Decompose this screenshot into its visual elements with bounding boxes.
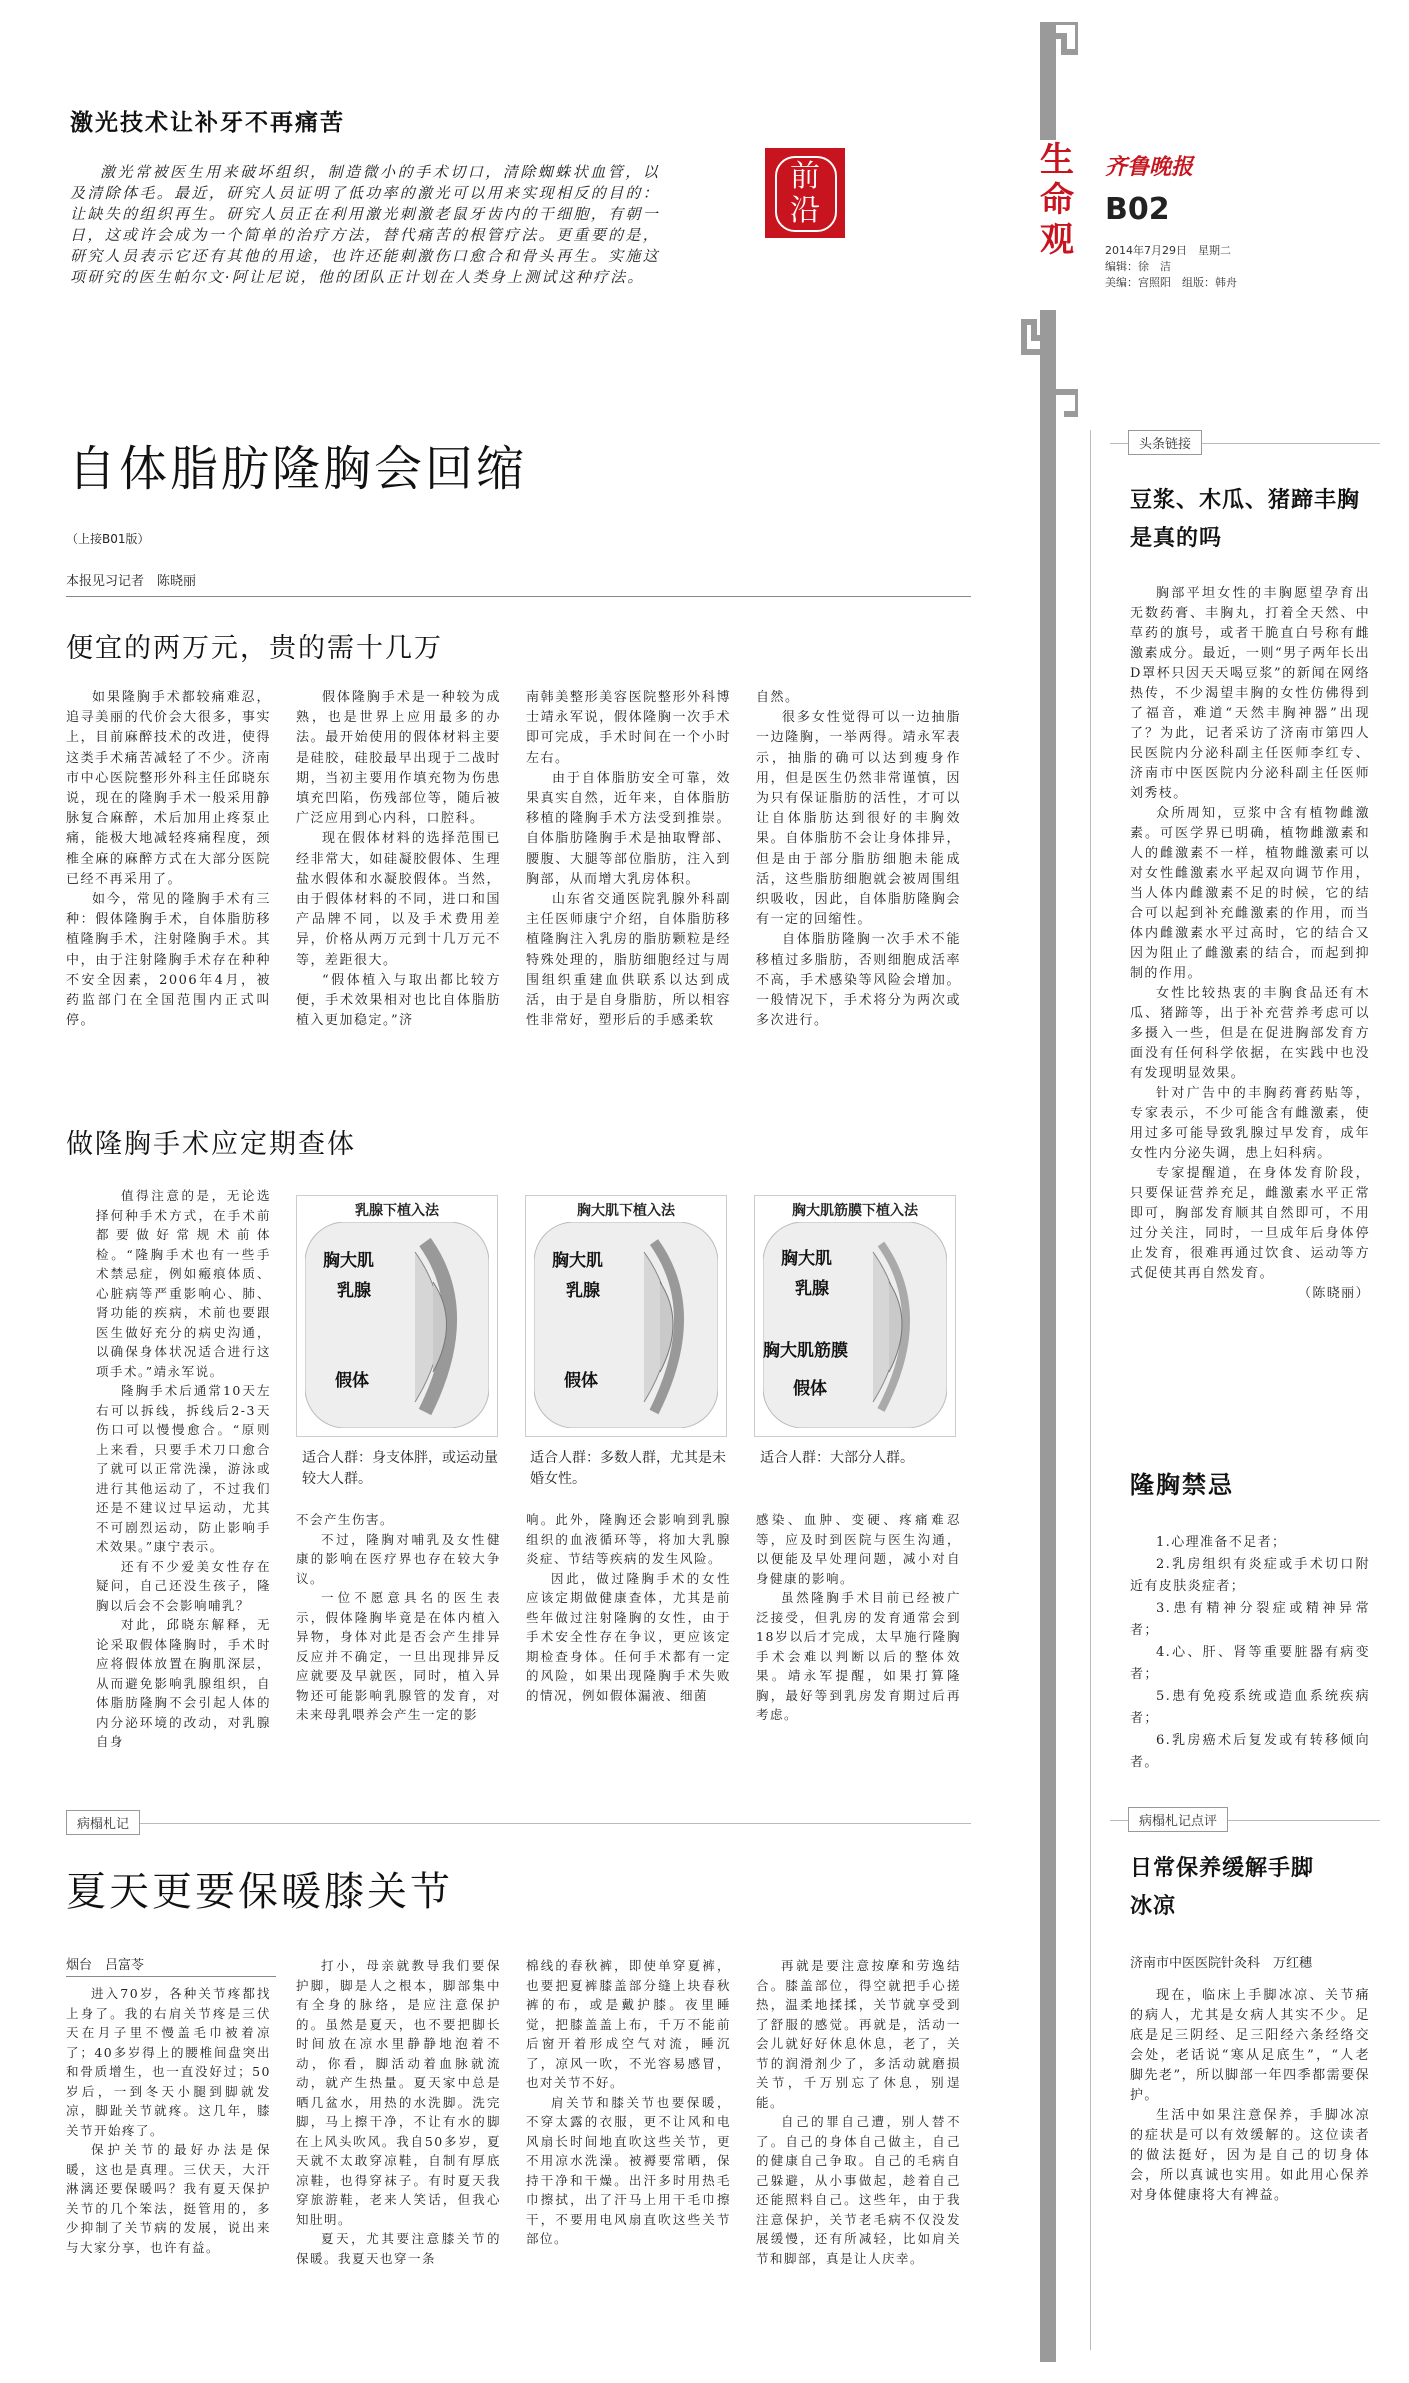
laser-body: 激光常被医生用来破坏组织，制造微小的手术切口，清除蜘蛛状血管，以及清除体毛。最近，研究人员证明了低功率的激光可以用来实现相反的目的：让缺失的组织再生。研究人员正在利用激光刺激老鼠牙齿内的干细胞，有朝一日，这或许会成为一个简单的治疗方法，替代痛苦的根管疗法。更重要的是，研究人员表示它还有其他的用途，也许还能刺激伤口愈合和骨头再生。实施这项研究的医生帕尔文·阿让尼说，他的团队正计划在人类身上测试这种疗法。 (70, 163, 660, 286)
knee-col-4: 再就是要注意按摩和劳逸结合。膝盖部位，得空就把手心搓热，温柔地揉揉，关节就享受到了舒服的感觉。再就是，活动一会儿就好好休息休息，老了，关节的润滑剂少了，多活动就磨损关节，千万别忘了休息，别逞能。 自己的罪自己遭，别人替不了。自己的身体自己做主，自己的健康自己争取。自己的毛病自己躲避，从小事做起，趁着自己还能照料自己。这些年，由于我注意保护，关节老毛病不仅没发展缓慢，还有所减轻，比如肩关节和脚部，真是让人庆幸。 (756, 1958, 961, 2266)
greek-key-border-icon (1020, 22, 1078, 2362)
sidebar-title3: 日常保养缓解手脚冰凉 (1130, 1856, 1315, 1919)
diagram-subfascial: 胸大肌筋膜下植入法 胸大肌 乳腺 胸大肌筋膜 假体 (754, 1195, 956, 1437)
designer: 美编：宫照阳 组版：韩舟 (1105, 276, 1237, 289)
main-col-4: 自然。 很多女性觉得可以一边抽脂一边隆胸，一举两得。靖永军表示，抽脂的确可以达到瘦身作用，但是医生仍然非常谨慎，因为只有保证脂肪的活性，才可以让自体脂肪达到很好的丰胸效果。自体脂肪不会让身体排异，但是由于部分脂肪细胞未能成活，这些脂肪细胞就会被周围组织吸收，因此，自体脂肪隆胸会有一定的回缩性。 自体脂肪隆胸一次手术不能移植过多脂肪，否则细胞成活率不高，手术感染等风险会增加。一般情况下，手术将分为两次或多次进行。 (756, 690, 961, 1029)
sidebar-body1: 胸部平坦女性的丰胸愿望孕育出无数药膏、丰胸丸，打着全天然、中草药的旗号，或者干脆直白号称有雌激素成分。最近，一则“男子两年长出D罩杯只因天天喝豆浆”的新闻在网络热传，不少渴望丰胸的女性仿佛得到了福音，难道“天然丰胸神器”出现了？为此，记者采访了济南市第四人民医院内分泌科副主任医师李红专、济南市中医医院内分泌科副主任医师刘秀枝。 众所周知，豆浆中含有植物雌激素。可医学界已明确，植物雌激素和人的雌激素不一样，植物雌激素可以对女性雌激素水平起双向调节作用，当人体内雌激素不足的时候，它的结合可以起到补充雌激素的作用，而当体内雌激素水平过高时，它的结合又因为阻止了雌激素的结合，而起到抑制的作用。 女性比较热衷的丰胸食品还有木瓜、猪蹄等，出于补充营养考虑可以多摄入一些，但是在促进胸部发育方面没有任何科学依据，在实践中也没有发现明显效果。 针对广告中的丰胸药膏药贴等，专家表示，不少可能含有雌激素，使用过多可能导致乳腺过早发育，成年女性内分泌失调，患上妇科病。 专家提醒道，在身体发育阶段，只要保证营养充足，雌激素水平正常即可，胸部发育顺其自然即可，不用过分关注，同时，一旦成年后身体停止发育，很难再通过饮食、运动等方式促使其再自然发育。 （陈晓丽） (1130, 584, 1370, 1304)
diagram-title: 乳腺下植入法 (355, 1203, 439, 1219)
sidebar-list2: 1.心理准备不足者； 2.乳房组织有炎症或手术切口附近有皮肤炎症者； 3.患有精神分裂症或精神异常者； 4.心、肝、肾等重要脏器有病变者； 5.患有免疫系统或造血系统疾病者； 6.乳房癌术后复发或有转移倾向者。 (1130, 1535, 1370, 1770)
sidebar-title1: 豆浆、木瓜、猪蹄丰胸是真的吗 (1130, 488, 1361, 551)
diagram-subglandular: 乳腺下植入法 胸大肌 乳腺 假体 (296, 1195, 498, 1437)
checkup-col-left: 值得注意的是，无论选择何种手术方式，在手术前都要做好常规术前体检。“隆胸手术也有一些手术禁忌症，例如瘢痕体质、心脏病等严重影响心、肺、肾功能的疾病，术前也要跟医生做好充分的病史沟通，以确保身体状况适合进行这项手术。”靖永军说。 隆胸手术后通常10天左右可以拆线，拆线后2-3天伤口可以慢慢愈合。“原则上来看，只要手术刀口愈合了就可以正常洗澡，游泳或进行其他运动了，不过我们还是不建议过早运动，尤其不可剧烈运动，防止影响手术效果。”康宁表示。 还有不少爱美女性存在疑问，自己还没生孩子，隆胸以后会不会影响哺乳？ 对此，邱晓东解释，无论采取假体隆胸时，手术时应将假体放置在胸肌深层，从而避免影响乳腺组织，自体脂肪隆胸不会引起人体的内分泌环境的改动，对乳腺自身 (96, 1188, 271, 1749)
section-badge-text: 前沿 (790, 159, 820, 228)
sidebar-tag-comment: 病榻札记点评 (1128, 1807, 1228, 1832)
knee-tag: 病榻札记 (66, 1810, 140, 1835)
main-col-2: 假体隆胸手术是一种较为成熟，也是世界上应用最多的办法。最开始使用的假体材料主要是硅胶，硅胶最早出现于二战时期，当初主要用作填充物为伤患填充凹陷，伤残部位等，随后被广泛应用到心内科，口腔科。 现在假体材料的选择范围已经非常大，如硅凝胶假体、生理盐水假体和水凝胶假体。当然，由于假体材料的不同，进口和国产品牌不同，以及手术费用差异，价格从两万元到十几万元不等，差距很大。 “假体植入与取出都比较方便，手术效果相对也比自体脂肪植入更加稳定。”济 (296, 690, 501, 1029)
knee-byline: 烟台 吕富苓 (66, 1958, 145, 1973)
main-byline: 本报见习记者 陈晓丽 (66, 574, 197, 589)
subhead-checkup: 做隆胸手术应定期查体 (66, 1129, 356, 1160)
checkup-col-3: 响。此外，隆胸还会影响到乳腺组织的血液循环等，将加大乳腺炎症、节结等疾病的发生风险。 因此，做过隆胸手术的女性应该定期做健康查体，尤其是前些年做过注射隆胸的女性，由于手术安全性存在争议，更应该定期检查身体。任何手术都有一定的风险，如果出现隆胸手术失败的情况，例如假体漏液、细菌 (526, 1512, 731, 1703)
sidebar-divider (1090, 430, 1091, 2350)
section-name: 生命观 (1040, 140, 1080, 310)
editor: 编辑：徐 洁 (1105, 260, 1171, 273)
knee-col-3: 棉线的春秋裤，即使单穿夏裤，也要把夏裤膝盖部分缝上块春秋裤的布，或是戴护膝。夜里睡觉，把膝盖盖上布，千万不能前后窗开着形成空气对流，睡沉了，凉风一吹，不光容易感冒，也对关节不好。 肩关节和膝关节也要保暖，不穿太露的衣服，更不让风和电风扇长时间地直吹这些关节，更不用凉水洗澡。被褥要常晒，保持干净和干燥。出汗多时用热毛巾擦拭，出了汗马上用干毛巾擦干，不要用电风扇直吹这些关节部位。 (526, 1958, 731, 2246)
main-title: 自体脂肪隆胸会回缩 (68, 441, 528, 497)
subhead-price: 便宜的两万元，贵的需十几万 (66, 633, 443, 664)
main-col-1: 如果隆胸手术都较痛难忍，追寻美丽的代价会大很多，事实上，目前麻醉技术的改进，使得这类手术痛苦减轻了不少。济南市中心医院整形外科主任邱晓东说，现在的隆胸手术一般采用静脉复合麻醉，术后加用止疼泵止痛，能极大地减轻疼痛程度，颈椎全麻的麻醉方式在大部分医院已经不再采用了。 如今，常见的隆胸手术有三种：假体隆胸手术，自体脂肪移植隆胸手术，注射隆胸手术。其中，由于注射隆胸手术存在种种不安全因素，2006年4月，被药监部门在全国范围内正式叫停。 (66, 690, 271, 1029)
knee-top-rule (66, 1823, 971, 1824)
decor-frame (1020, 22, 1078, 2362)
diagram-submuscular: 胸大肌下植入法 胸大肌 乳腺 假体 (525, 1195, 727, 1437)
continued-note: （上接B01版） (66, 532, 150, 546)
knee-title: 夏天更要保暖膝关节 (66, 1869, 453, 1915)
knee-col-1: 进入70岁，各种关节疼都找上身了。我的右肩关节疼是三伏天在月子里不慢盖毛巾被着凉了；40多岁得上的腰椎间盘突出和骨质增生，也一直没好过；50岁后，一到冬天小腿到脚就发凉，脚趾关节就疼。这几年，膝关节开始疼了。 保护关节的最好办法是保暖，这也是真理。三伏天，大汗淋漓还要保暖吗？我有夏天保护关节的几个笨法，挺管用的，多少抑制了关节病的发展，说出来与大家分享，也许有益。 (66, 1986, 271, 2255)
issue-date: 2014年7月29日 星期二 (1105, 244, 1231, 257)
diagram-caption-1: 适合人群：身支体胖，或运动量较大人群。 (302, 1450, 498, 1487)
checkup-col-2: 不会产生伤害。 不过，隆胸对哺乳及女性健康的影响在医疗界也存在较大争议。 一位不愿意具名的医生表示，假体隆胸毕竟是在体内植入异物，身体对此是否会产生排异反应并不确定，一旦出现排异反应就要及早就医，同时，植入异物还可能影响乳腺管的发育，对未来母乳喂养会产生一定的影 (296, 1512, 501, 1722)
diagram-title: 胸大肌下植入法 (577, 1203, 675, 1219)
diagram-title: 胸大肌筋膜下植入法 (792, 1203, 918, 1219)
sidebar-title2: 隆胸禁忌 (1130, 1471, 1234, 1499)
sidebar-body3: 现在，临床上手脚冰凉、关节痛的病人，尤其是女病人其实不少。足底是足三阴经、足三阳经六条经络交会处，老话说“寒从足底生”，“人老脚先老”，所以脚部一年四季都需要保护。 生活中如果注意保养，手脚冰凉的症状是可以有效缓解的。这位读者的做法挺好，因为是自己的切身体会，所以真诚也实用。如此用心保养对身体健康将大有裨益。 (1130, 1988, 1370, 2203)
byline-rule (66, 596, 971, 597)
diagram-caption-3: 适合人群：大部分人群。 (760, 1450, 914, 1466)
page-number: B02 (1105, 192, 1170, 227)
sidebar-tag-headline-link: 头条链接 (1128, 430, 1202, 455)
knee-col-2: 打小，母亲就教导我们要保护脚，脚是人之根本，脚部集中有全身的脉络，是应注意保护的。虽然是夏天，也不要把脚长时间放在凉水里静静地泡着不动，你看，脚活动着血脉就流动，就产生热量。夏天家中总是晒几盆水，用热的水洗脚。洗完脚，马上擦干净，不让有水的脚在上风头吹风。我自50多岁，夏天就不太敢穿凉鞋，自制有厚底凉鞋，也得穿袜子。有时夏天我穿旅游鞋，老来人笑话，但我心知肚明。 夏天，尤其要注意膝关节的保暖。我夏天也穿一条 (296, 1958, 501, 2266)
diagram-caption-2: 适合人群：多数人群，尤其是未婚女性。 (530, 1450, 726, 1487)
laser-title: 激光技术让补牙不再痛苦 (70, 110, 345, 136)
knee-byline-rule (66, 1976, 276, 1977)
sidebar-byline3: 济南市中医医院针灸科 万红穗 (1130, 1956, 1313, 1971)
sidebar-author1: （陈晓丽） (1297, 1286, 1370, 1301)
section-badge (765, 148, 845, 238)
paper-logo: 齐鲁晚报 (1105, 154, 1194, 180)
checkup-col-4: 感染、血肿、变硬、疼痛难忍等，应及时到医院与医生沟通，以便能及早处理问题，减小对自身健康的影响。 虽然隆胸手术目前已经被广泛接受，但乳房的发育通常会到18岁以后才完成，太早施行隆胸手术会难以判断以后的整体效果。靖永军提醒，如果打算隆胸，最好等到乳房发育期过后再考虑。 (756, 1512, 961, 1722)
main-col-3: 南韩美整形美容医院整形外科博士靖永军说，假体隆胸一次手术即可完成，手术时间在一个小时左右。 由于自体脂肪安全可靠，效果真实自然，近年来，自体脂肪移植的隆胸手术方法受到推崇。自体脂肪隆胸手术是抽取臀部、腰腹、大腿等部位脂肪，注入到胸部，从而增大乳房体积。 山东省交通医院乳腺外科副主任医师康宁介绍，自体脂肪移植隆胸注入乳房的脂肪颗粒是经特殊处理的，脂肪细胞经过与周围组织重建血供联系以达到成活，由于是自身脂肪，所以相容性非常好，塑形后的手感柔软 (526, 690, 731, 1029)
